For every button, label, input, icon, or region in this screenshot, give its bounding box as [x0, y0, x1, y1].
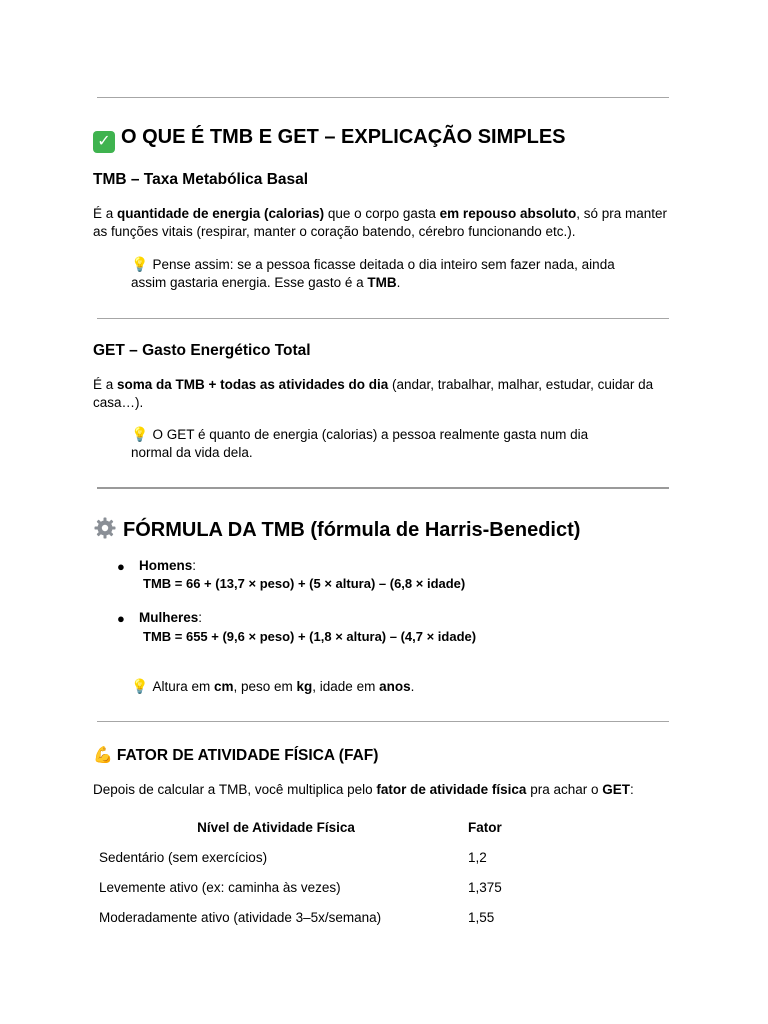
- formula-men: TMB = 66 + (13,7 × peso) + (5 × altura) – (6,8 × idade): [143, 576, 466, 591]
- gear-icon: [93, 516, 117, 540]
- table-header-row: [93, 812, 648, 842]
- light-bulb-icon: 💡: [131, 427, 149, 443]
- paragraph-faf: Depois de calcular a TMB, você multiplica pelo fator de atividade física pra achar o GET:: [93, 782, 634, 797]
- divider: [97, 97, 669, 98]
- table-row: [93, 872, 648, 902]
- section-title-formula: FÓRMULA DA TMB (fórmula de Harris-Benedict): [93, 516, 580, 542]
- paragraph-get: É a soma da TMB + todas as atividades do dia (andar, trabalhar, malhar, estudar, cuidar da casa…).: [93, 377, 654, 410]
- tip-units: 💡 Altura em cm, peso em kg, idade em anos.: [131, 679, 415, 695]
- check-mark-icon: ✓: [93, 131, 115, 153]
- table-cell: 1,2: [468, 849, 487, 865]
- light-bulb-icon: 💡: [131, 257, 149, 273]
- flexed-biceps-icon: 💪: [93, 745, 113, 764]
- bullet: ●: [117, 611, 125, 626]
- divider: [97, 721, 669, 722]
- tip-tmb: 💡 Pense assim: se a pessoa ficasse deitada o dia inteiro sem fazer nada, ainda assim gastaria energia. Esse gasto é a TMB.: [131, 257, 615, 290]
- activity-factor-table: [93, 812, 648, 932]
- section-title-tmb-get: ✓ O QUE É TMB E GET – EXPLICAÇÃO SIMPLES: [93, 126, 566, 153]
- heading-get: GET – Gasto Energético Total: [93, 342, 311, 359]
- table-cell: Moderadamente ativo (atividade 3–5x/semana): [99, 909, 382, 925]
- table-row: [93, 842, 648, 872]
- table-row: [93, 902, 648, 932]
- table-cell: Sedentário (sem exercícios): [99, 849, 268, 865]
- divider: [97, 487, 669, 489]
- table-cell: Levemente ativo (ex: caminha às vezes): [99, 879, 341, 895]
- section-title-faf: 💪 FATOR DE ATIVIDADE FÍSICA (FAF): [93, 745, 379, 764]
- list-item-men: Homens:: [139, 558, 197, 573]
- table-cell: 1,55: [468, 909, 495, 925]
- light-bulb-icon: 💡: [131, 679, 149, 695]
- divider: [97, 318, 669, 319]
- table-header-cell: Nível de Atividade Física: [197, 819, 355, 835]
- table-header-cell: Fator: [468, 819, 502, 835]
- tip-get: 💡 O GET é quanto de energia (calorias) a pessoa realmente gasta num dia normal da vida dela.: [131, 427, 589, 460]
- bullet: ●: [117, 559, 125, 574]
- paragraph-tmb: É a quantidade de energia (calorias) que o corpo gasta em repouso absoluto, só pra manter as funções vitais (respirar, manter o coração batendo, cérebro funcionando etc.).: [93, 206, 667, 239]
- table-cell: 1,375: [468, 879, 502, 895]
- heading-tmb: TMB – Taxa Metabólica Basal: [93, 171, 309, 188]
- list-item-women: Mulheres:: [139, 610, 203, 625]
- formula-women: TMB = 655 + (9,6 × peso) + (1,8 × altura) – (4,7 × idade): [143, 629, 477, 644]
